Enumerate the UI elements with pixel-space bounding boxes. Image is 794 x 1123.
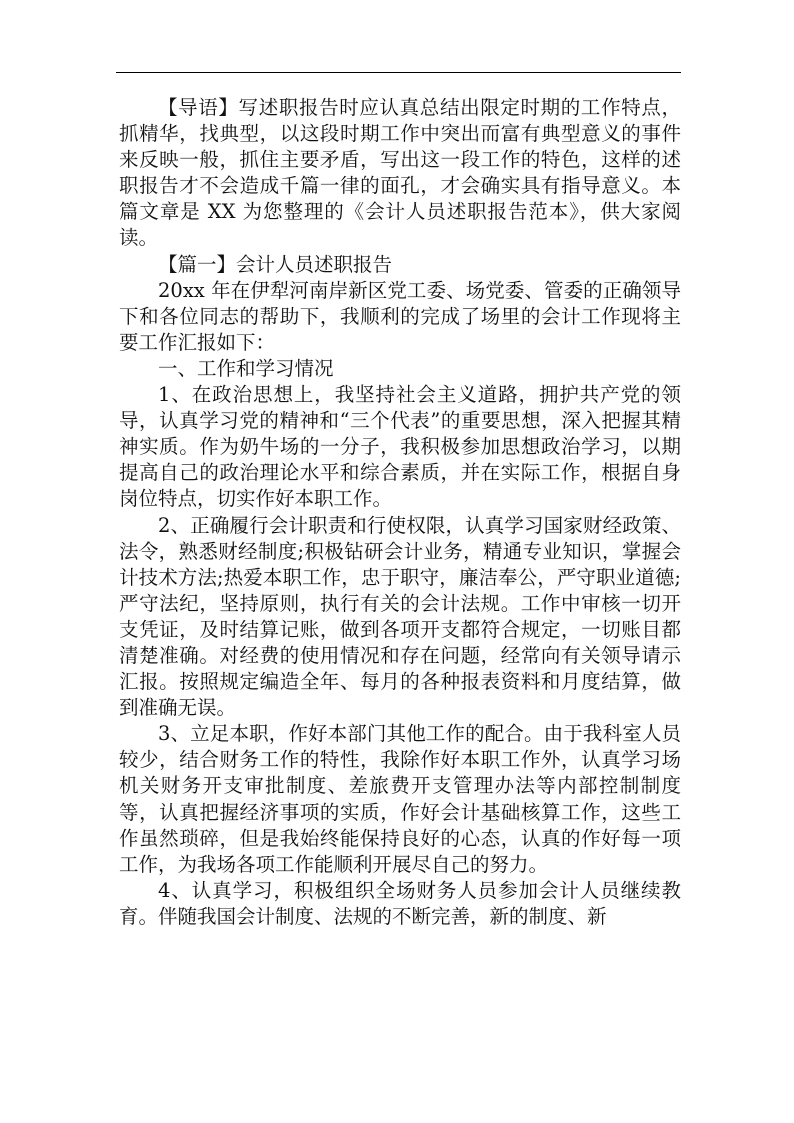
document-body — [119, 95, 681, 930]
point-4-paragraph: 4、认真学习，积极组织全场财务人员参加会计人员继续教育。伴随我国会计制度、法规的不断完善，新的制度、新 — [119, 878, 681, 928]
subsection-heading: 一、工作和学习情况 — [158, 356, 334, 380]
point-2-paragraph: 2、正确履行会计职责和行使权限，认真学习国家财经政策、法令，熟悉财经制度;积极钻研会计业务，精通专业知识，掌握会计技术方法;热爱本职工作，忠于职守，廉洁奉公，严守职业道德;严守法纪，坚持原则，执行有关的会计法规。工作中审核一切开支凭证，及时结算记账，做到各项开支都符合规定，一切账目都清楚准确。对经费的使用情况和存在问题，经常向有关领导请示汇报。按照规定编造全年、每月的各种报表资料和月度结算，做到准确无误。 — [119, 513, 681, 720]
intro-paragraph: 【导语】写述职报告时应认真总结出限定时期的工作特点，抓精华，找典型，以这段时期工作中突出而富有典型意义的事件来反映一般，抓住主要矛盾，写出这一段工作的特色，这样的述职报告才不会造成千篇一律的面孔，才会确实具有指导意义。本篇文章是 XX 为您整理的《会计人员述职报告范本》，供大家阅读。 — [119, 96, 681, 250]
opening-paragraph: 20xx 年在伊犁河南岸新区党工委、场党委、管委的正确领导下和各位同志的帮助下，我顺利的完成了场里的会计工作现将主要工作汇报如下： — [119, 278, 681, 354]
header-rule — [116, 72, 681, 73]
section-heading: 【篇一】会计人员述职报告 — [158, 252, 393, 276]
point-1-paragraph: 1、在政治思想上，我坚持社会主义道路，拥护共产党的领导，认真学习党的精神和“三个代表”的重要思想，深入把握其精神实质。作为奶牛场的一分子，我积极参加思想政治学习，以期提高自己的政治理论水平和综合素质，并在实际工作，根据自身岗位特点，切实作好本职工作。 — [119, 383, 681, 511]
point-3-paragraph: 3、立足本职，作好本部门其他工作的配合。由于我科室人员较少，结合财务工作的特性，我除作好本职工作外，认真学习场机关财务开支审批制度、差旅费开支管理办法等内部控制制度等，认真把握经济事项的实质，作好会计基础核算工作，这些工作虽然琐碎，但是我始终能保持良好的心态，认真的作好每一项工作，为我场各项工作能顺利开展尽自己的努力。 — [119, 722, 681, 876]
